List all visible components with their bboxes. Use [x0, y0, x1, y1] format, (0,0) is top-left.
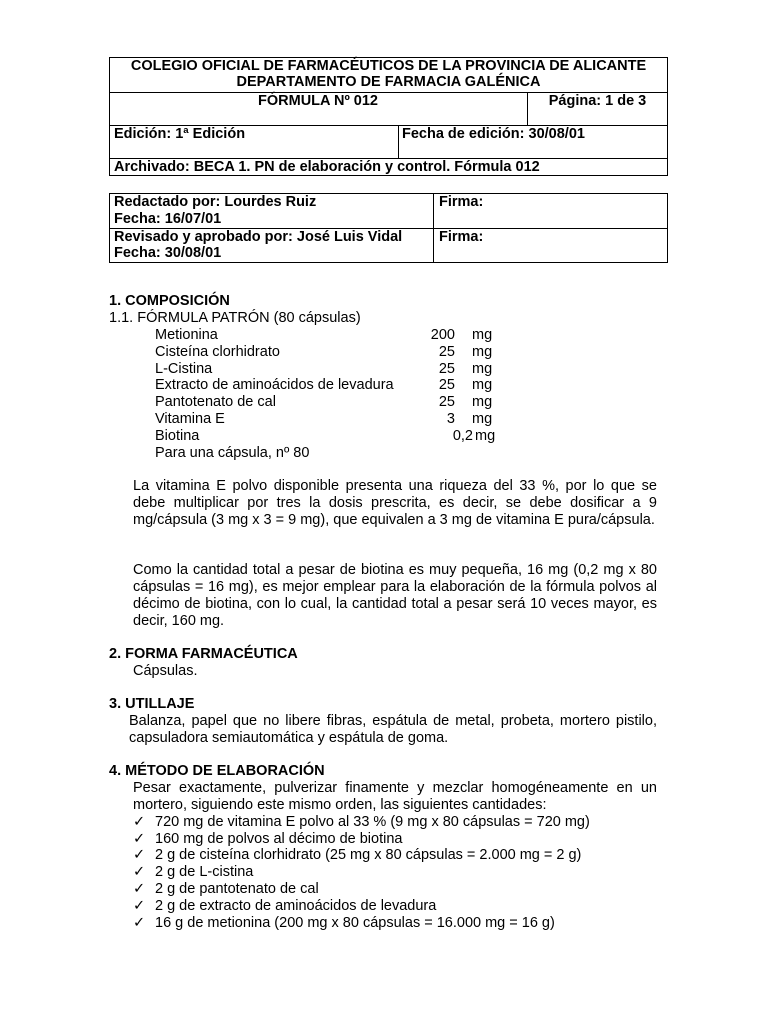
step-text: 16 g de metionina (200 mg x 80 cápsulas = 16.000 mg = 16 g) [155, 915, 555, 931]
component-unit: mg [472, 344, 493, 360]
checkmark-icon: ✓ [133, 881, 146, 897]
step-text: 160 mg de polvos al décimo de biotina [155, 831, 403, 847]
equipment-text: Balanza, papel que no libere fibras, espátula de metal, probeta, mortero pistilo, capsuladora semiautomática y espátula de goma. [129, 713, 657, 746]
formula-subtitle: 1.1. FÓRMULA PATRÓN (80 cápsulas) [109, 310, 361, 326]
drafted-signature: Firma: [439, 194, 484, 210]
component-name: L-Cistina [155, 361, 213, 377]
section-composition-title: 1. COMPOSICIÓN [109, 293, 230, 309]
list-item [133, 814, 590, 831]
component-name: Pantotenato de cal [155, 394, 276, 410]
page-number: Página: 1 de 3 [548, 93, 647, 109]
list-item [133, 864, 253, 881]
reviewed-signature: Firma: [439, 229, 484, 245]
component-value: 25 [438, 377, 455, 393]
department-name: DEPARTAMENTO DE FARMACIA GALÉNICA [236, 74, 541, 90]
step-text: 720 mg de vitamina E polvo al 33 % (9 mg x 80 cápsulas = 720 mg) [155, 814, 590, 830]
checkmark-icon: ✓ [133, 898, 146, 914]
checkmark-icon: ✓ [133, 831, 146, 847]
component-unit: mg [472, 327, 493, 343]
paragraph-biotin: Como la cantidad total a pesar de biotina es muy pequeña, 16 mg (0,2 mg x 80 cápsulas = 16 mg), es mejor emplear para la elaboración de la fórmula polvos al décimo de biotina, con lo cual, la cantidad total a pesar será 10 veces mayor, es decir, 160 mg. [133, 562, 657, 629]
component-name: Extracto de aminoácidos de levadura [155, 377, 394, 393]
component-value: 200 [430, 327, 455, 343]
component-unit: mg [472, 411, 493, 427]
component-name: Biotina [155, 428, 200, 444]
component-name: Metionina [155, 327, 218, 343]
step-text: 2 g de extracto de aminoácidos de levadura [155, 898, 437, 914]
component-name: Vitamina E [155, 411, 225, 427]
formula-number: FÓRMULA Nº 012 [258, 93, 378, 109]
checkmark-icon: ✓ [133, 864, 146, 880]
step-text: 2 g de pantotenato de cal [155, 881, 319, 897]
edition: Edición: 1ª Edición [114, 126, 246, 142]
section-pharmaceutical-form-title: 2. FORMA FARMACÉUTICA [109, 646, 298, 662]
list-item [133, 898, 436, 915]
checkmark-icon: ✓ [133, 915, 146, 931]
component-value: 3 [446, 411, 455, 427]
component-unit: mg [475, 428, 496, 444]
per-capsule-note: Para una cápsula, nº 80 [155, 445, 310, 461]
divider [398, 125, 399, 158]
component-unit: mg [472, 377, 493, 393]
edition-date: Fecha de edición: 30/08/01 [402, 126, 585, 142]
method-intro: Pesar exactamente, pulverizar finamente y mezclar homogéneamente en un mortero, siguiendo este mismo orden, las siguientes cantidades: [133, 780, 657, 813]
list-item [133, 847, 581, 864]
archive-info: Archivado: BECA 1. PN de elaboración y control. Fórmula 012 [114, 159, 540, 175]
component-name: Cisteína clorhidrato [155, 344, 280, 360]
pharmaceutical-form-text: Cápsulas. [133, 663, 198, 679]
component-value: 25 [438, 394, 455, 410]
section-equipment-title: 3. UTILLAJE [109, 696, 195, 712]
checkmark-icon: ✓ [133, 847, 146, 863]
list-item [133, 831, 402, 848]
org-name: COLEGIO OFICIAL DE FARMACÉUTICOS DE LA PROVINCIA DE ALICANTE [130, 58, 647, 74]
step-text: 2 g de L-cistina [155, 864, 254, 880]
reviewed-by: Revisado y aprobado por: José Luis Vidal [114, 229, 403, 245]
section-method-title: 4. MÉTODO DE ELABORACIÓN [109, 763, 325, 779]
drafted-date: Fecha: 16/07/01 [114, 211, 222, 227]
list-item [133, 915, 555, 932]
drafted-by: Redactado por: Lourdes Ruiz [114, 194, 317, 210]
component-value: 25 [438, 361, 455, 377]
list-item [133, 881, 319, 898]
reviewed-date: Fecha: 30/08/01 [114, 245, 222, 261]
component-value: 25 [438, 344, 455, 360]
paragraph-vitamin-e: La vitamina E polvo disponible presenta una riqueza del 33 %, por lo que se debe multiplicar por tres la dosis prescrita, es decir, se debe dosificar a 9 mg/cápsula (3 mg x 3 = 9 mg), que equivalen a 3 mg de vitamina E pura/cápsula. [133, 478, 657, 528]
component-value: 0,2 [452, 428, 473, 444]
checkmark-icon: ✓ [133, 814, 146, 830]
step-text: 2 g de cisteína clorhidrato (25 mg x 80 cápsulas = 2.000 mg = 2 g) [155, 847, 582, 863]
component-unit: mg [472, 394, 493, 410]
component-unit: mg [472, 361, 493, 377]
